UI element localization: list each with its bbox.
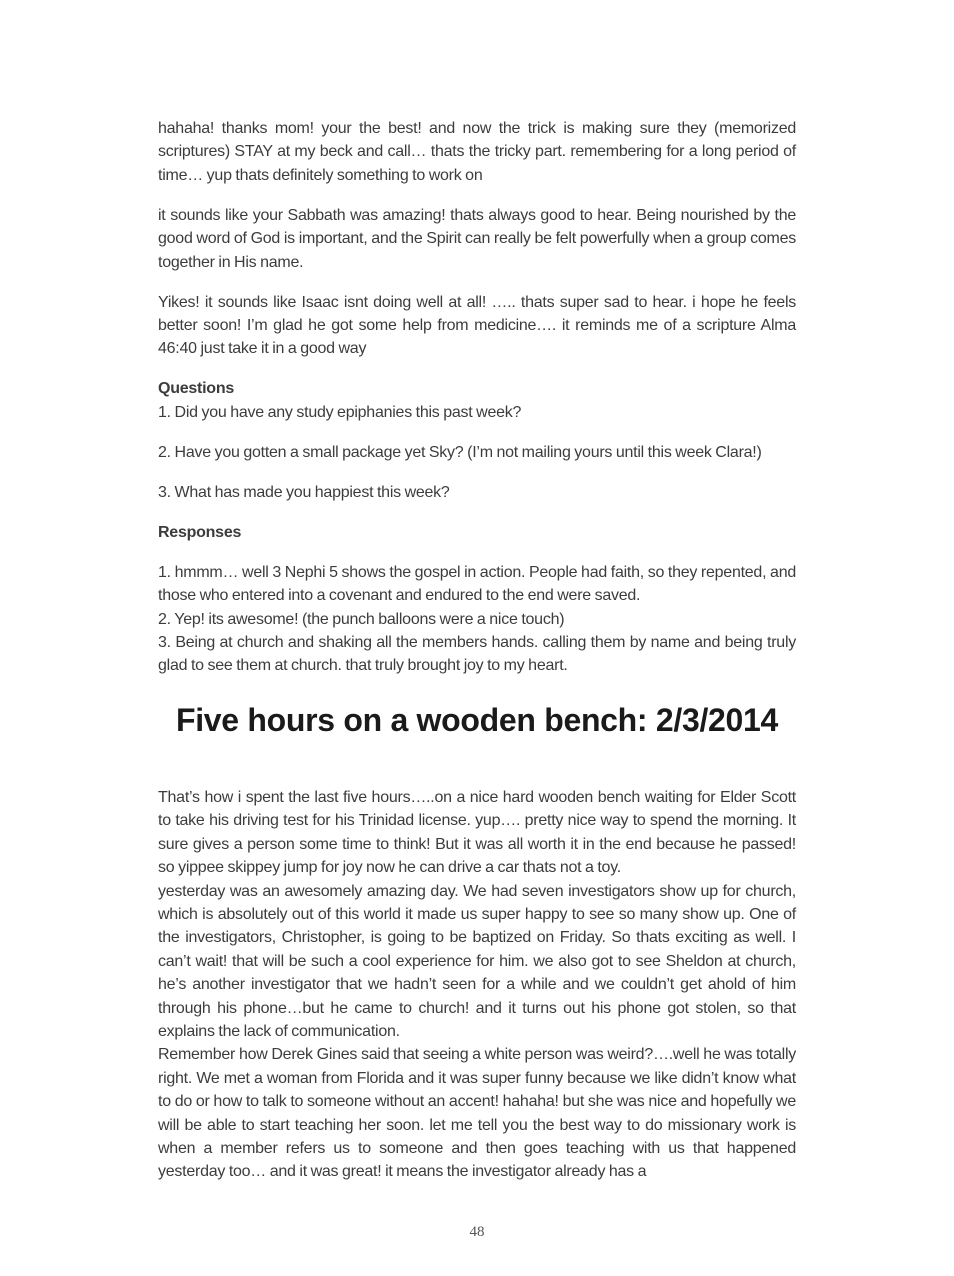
response-item: 3. Being at church and shaking all the members hands. calling them by name and being truly glad to see them at church. that truly brought joy to my heart. [158, 634, 796, 675]
paragraph: it sounds like your Sabbath was amazing! thats always good to hear. Being nourished by the good word of God is important, and the Spirit can really be felt powerfully when a group comes together in His name. [158, 206, 796, 271]
section-paragraph: Remember how Derek Gines said that seeing a white person was weird?….well he was totally right. We met a woman from Florida and it was super funny because we like didn’t know what to do or how to talk to someone without an accent! hahaha! but she was nice and hopefully we will be able to start teaching her soon. let me tell you the best way to do missionary work is when a member refers us to someone and then goes teaching with us that happened yesterday too… and it was great! it means the investigator already has a [158, 1046, 796, 1181]
responses-label: Responses [158, 523, 242, 541]
question-item: 2. Have you gotten a small package yet Sky? (I’m not mailing yours until this week Clara!) [158, 443, 762, 461]
paragraph: hahaha! thanks mom! your the best! and now the trick is making sure they (memorized scriptures) STAY at my beck and call… thats the tricky part. remembering for a long period of time… yup thats definitely something to work on [158, 120, 796, 184]
page-body [158, 117, 796, 1184]
section-paragraph: That’s how i spent the last five hours…..on a nice hard wooden bench waiting for Elder Scott to take his driving test for his Trinidad license. yup…. pretty nice way to spend the morning. It sure gives a person some time to think! But it was all worth it in the end because he passed! so yippee skippey jump for joy now he can drive a car thats not a toy. [158, 788, 796, 877]
paragraph: Yikes! it sounds like Isaac isnt doing well at all! ….. thats super sad to hear. i hope he feels better soon! I’m glad he got some help from medicine…. it reminds me of a scripture Alma 46:40 just take it in a good way [158, 293, 796, 358]
section-heading: Five hours on a wooden bench: 2/3/2014 [175, 701, 779, 738]
questions-label: Questions [158, 380, 234, 398]
section-paragraph: yesterday was an awesomely amazing day. We had seven investigators show up for church, which is absolutely out of this world it made us super happy to see so many show up. One of the investigators, Christopher, is going to be baptized on Friday. So thats exciting as well. I can’t wait! that will be such a cool experience for him. we also got to see Sheldon at church, he’s another investigator that we hadn’t seen for a while and we couldn’t get ahold of him through his phone…but he came to church! and it turns out his phone got stolen, so that explains the lack of communication. [158, 882, 796, 1040]
question-item: 3. What has made you happiest this week? [158, 483, 450, 501]
response-item: 1. hmmm… well 3 Nephi 5 shows the gospel in action. People had faith, so they repented, and those who entered into a covenant and endured to the end were saved. [158, 563, 796, 605]
response-item: 2. Yep! its awesome! (the punch balloons were a nice touch) [158, 610, 565, 628]
page-number: 48 [469, 1224, 485, 1240]
question-item: 1. Did you have any study epiphanies this past week? [158, 403, 522, 421]
